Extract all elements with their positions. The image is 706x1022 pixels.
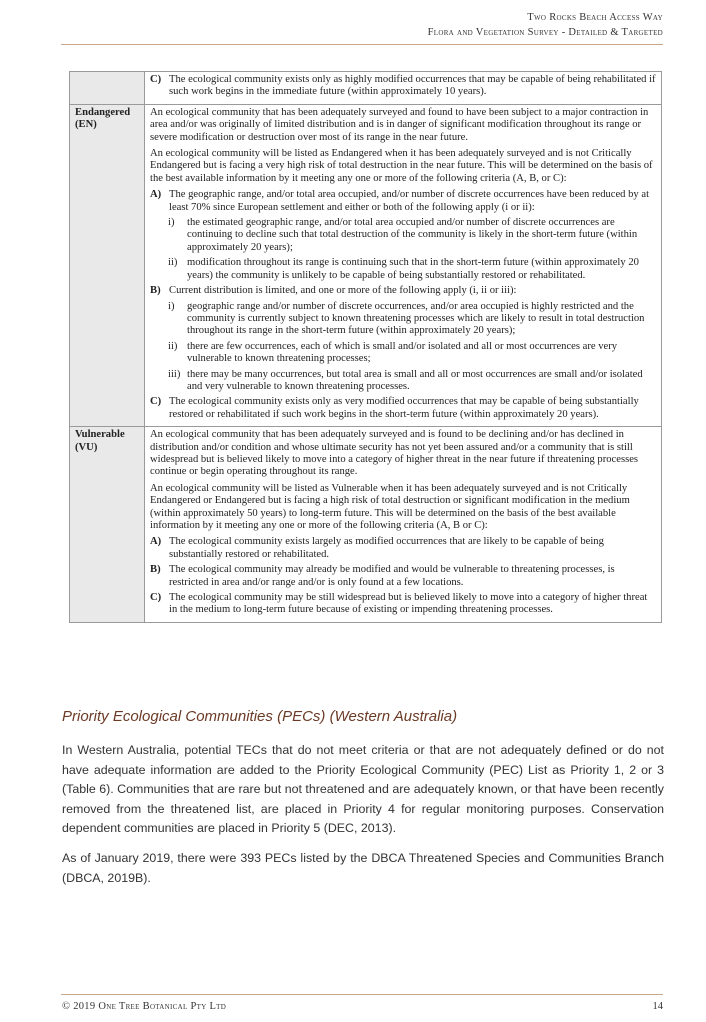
footer-copyright: © 2019 One Tree Botanical Pty Ltd — [62, 1001, 227, 1012]
category-cell: Vulnerable (VU) — [70, 427, 145, 623]
criterion-text: The ecological community exists only as highly modified occurrences that may be capable of being rehabilitated if such work begins in the immediate future (within approximately 10 years). — [169, 74, 656, 98]
criterion-item — [150, 74, 656, 99]
category-cell: Endangered (EN) — [70, 104, 145, 426]
sub-criterion-text: there may be many occurrences, but total area is small and all or most occurrences are small and/or isolated and very vulnerable to known threatening processes. — [187, 368, 643, 392]
page-header — [63, 10, 663, 40]
criterion-text: The ecological community may be still widespread but is believed likely to move into a category of higher threat in the medium to long-term future because of existing or impending threatening processes. — [169, 592, 648, 616]
criterion-item — [150, 592, 656, 617]
criterion-marker: A) — [150, 189, 162, 201]
sub-criterion-marker: i) — [168, 217, 175, 229]
criterion-item — [150, 189, 656, 214]
sub-criterion-marker: ii) — [168, 340, 178, 352]
criterion-marker: B) — [150, 285, 161, 297]
criteria-table-body — [70, 72, 662, 623]
criterion-marker: B) — [150, 564, 161, 576]
criterion-marker: C) — [150, 396, 162, 408]
body-paragraph: In Western Australia, potential TECs that do not meet criteria or that are not adequately defined or do not have adequate information are added to the Priority Ecological Community (PEC) List as Priority 1, 2 or 3 (Table 6). Communities that are rare but not threatened and are adequately known, or that have been recently removed from the threatened list, are placed in Priority 4 for regular monitoring purposes. Conservation dependent communities are placed in Priority 5 (DEC, 2013). — [62, 743, 664, 836]
sub-criterion-marker: i) — [168, 300, 175, 312]
criterion-text: The geographic range, and/or total area occupied, and/or number of discrete occurrences have been reduced by at least 70% since European settlement and either or both of the following apply (i or ii): — [169, 189, 650, 213]
criterion-item — [150, 285, 656, 297]
criterion-marker: C) — [150, 74, 162, 85]
criterion-text: The ecological community exists largely as modified occurrences that are likely to be capable of being substantially restored or rehabilitated. — [169, 536, 604, 560]
sub-criterion-item — [150, 301, 656, 338]
header-divider — [61, 44, 663, 45]
definition-paragraph: An ecological community that has been adequately surveyed and found to have been subject to a major contraction in area and/or was originally of limited distribution and is in danger of significant modification throughout its range or severe modification or destruction over most of its range in the near future. — [150, 106, 649, 143]
category-cell — [70, 72, 145, 105]
footer-divider — [61, 994, 663, 995]
definition-paragraph: An ecological community will be listed as Endangered when it has been adequately surveyed and is not Critically Endangered but is facing a very high risk of total destruction in the near future. This will be determined on the basis of the best available information by it meeting any one or more of the following criteria (A, B, or C): — [150, 148, 653, 184]
header-report-title: Flora and Vegetation Survey - Detailed & Targeted — [427, 27, 663, 38]
definition-cell — [145, 72, 662, 105]
sub-criterion-text: geographic range and/or number of discrete occurrences, and/or area occupied is highly restricted and the community is currently subject to known threatening processes which are likely to result in total destruction throughout its range in the short-term future (within approximately 20 years); — [187, 300, 645, 337]
table-row — [70, 72, 662, 105]
sub-criterion-item — [150, 257, 656, 282]
criterion-text: The ecological community may already be modified and would be vulnerable to threatening processes, is restricted in area and/or range and/or is only found at a few locations. — [169, 564, 615, 588]
body-paragraph: As of January 2019, there were 393 PECs listed by the DBCA Threatened Species and Communities Branch (DBCA, 2019B). — [62, 851, 664, 885]
definition-paragraph: An ecological community that has been adequately surveyed and is found to be declining and/or has declined in distribution and/or condition and whose ultimate security has not yet been assured and/or a community that is still widespread but is believed likely to move into a category of higher threat in the near future if threatening processes continue or begin operating throughout its range. — [150, 429, 639, 478]
criterion-item — [150, 396, 656, 421]
criterion-item — [150, 564, 656, 589]
sub-criterion-text: there are few occurrences, each of which is small and/or isolated and all or most occurrences are very vulnerable to known threatening processes; — [187, 340, 618, 365]
sub-criterion-item — [150, 369, 656, 394]
sub-criterion-marker: ii) — [168, 257, 178, 269]
table-row — [70, 427, 662, 623]
page-number: 14 — [652, 1001, 663, 1012]
definition-paragraph: An ecological community will be listed as Vulnerable when it has been adequately surveyed and is not Critically Endangered or Endangered but is facing a high risk of total destruction or significant modification in the medium (within approximately 50 years) to long-term future. This will be determined on the basis of the best available information by it meeting any one or more of the following criteria (A, B or C): — [150, 482, 630, 531]
definition-cell — [145, 104, 662, 426]
sub-criterion-text: the estimated geographic range, and/or total area occupied and/or number of discrete occurrences are continuing to decline such that total destruction of the community is likely in the short-term future (within approximately 20 years); — [187, 217, 638, 253]
criterion-item — [150, 536, 656, 561]
sub-criterion-marker: iii) — [168, 368, 181, 380]
criterion-text: Current distribution is limited, and one or more of the following apply (i, ii or iii): — [169, 285, 517, 297]
criterion-marker: A) — [150, 536, 162, 548]
definition-cell — [145, 427, 662, 623]
criterion-marker: C) — [150, 592, 162, 604]
sub-criterion-item — [150, 217, 656, 254]
criterion-text: The ecological community exists only as very modified occurrences that may be capable of being substantially restored or rehabilitated if such work begins in the short-term future (within approximately 20 years). — [169, 396, 639, 420]
sub-criterion-item — [150, 341, 656, 366]
section-heading: Priority Ecological Communities (PECs) (Western Australia) — [62, 708, 458, 725]
header-project-title: Two Rocks Beach Access Way — [527, 12, 663, 23]
table-row — [70, 104, 662, 426]
criteria-table — [69, 71, 662, 623]
sub-criterion-text: modification throughout its range is continuing such that in the short-term future (within approximately 20 years) the community is unlikely to be capable of being substantially restored or rehabilitated. — [187, 257, 639, 281]
